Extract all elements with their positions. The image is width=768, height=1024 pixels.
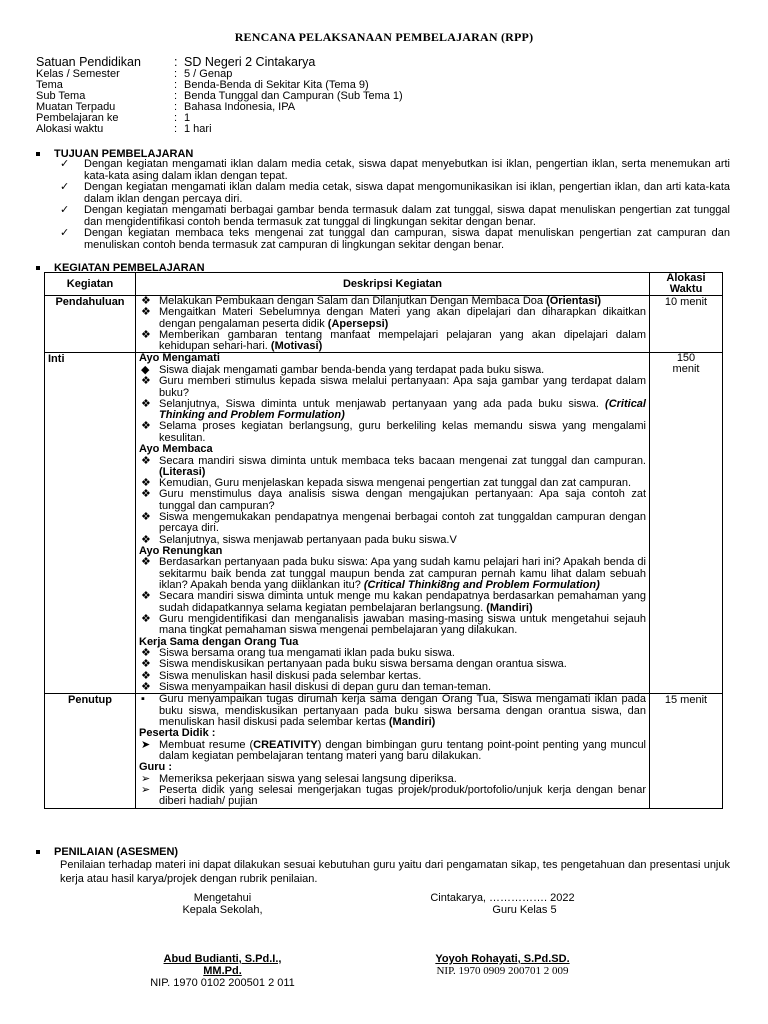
kegiatan-table [44,272,723,809]
diamond-bullet-icon: ❖ [141,669,151,682]
list-item: ❖ Secara mandiri siswa diminta untuk menge mu kakan pendapatnya berdasarkan pemahaman yang sudah didapatkannya selama kegiatan pembelajaran berlangsung. (Mandiri) [141,590,646,614]
arrow-bullet-icon: ➢ [141,772,151,785]
diamond-bullet-icon: ❖ [141,488,151,501]
diamond-bullet-icon: ◆ [141,363,150,376]
header-kegiatan: Kegiatan [45,273,136,296]
table-row-inti [45,353,723,694]
penilaian-text: Penilaian terhadap materi ini dapat dilakukan sesuai kebutuhan guru yaitu dari pengamatan sikap, tes pengetahuan dan presentasi unjuk kerja atau hasil karya/projek dengan rubrik penilaian. [60,859,730,885]
arrow-bullet-icon: ➢ [141,783,151,796]
table-row-pendahuluan [45,296,723,353]
diamond-bullet-icon: ❖ [141,295,151,307]
square-bullet-icon: ▪ [141,693,145,706]
section-heading-tujuan: TUJUAN PEMBELAJARAN [36,148,193,160]
signer-name: Abud Budianti, S.Pd.I., MM.Pd. [163,953,282,977]
list-item: ➤ Membuat resume (CREATIVITY) dengan bimbingan guru tentang point-point penting yang muncul dalam kegiatan pembelajaran tentang materi yang baru dilakukan. [141,738,647,762]
diamond-bullet-icon: ❖ [141,306,151,319]
phase-time: 10 menit [650,296,723,353]
diamond-bullet-icon: ❖ [141,477,151,490]
section-heading-kegiatan: KEGIATAN PEMBELAJARAN [36,262,205,274]
diamond-bullet-icon: ❖ [141,658,151,671]
list-item: ✓ Dengan kegiatan mengamati iklan dalam media cetak, siswa dapat mengomunikasikan isi iklan, pengertian iklan, dan arti kata-kata dalam iklan dengan percaya diri. [60,181,730,205]
diamond-bullet-icon: ❖ [141,590,151,603]
list-item: ❖ Berdasarkan pertanyaan pada buku siswa: Apa yang sudah kamu pelajari hari ini? Apakah benda di sekitarmu baik benda zat tunggal maupun benda zat campuran pernah kamu lihat dalam sebuah iklan? Apakah benda yang diiklankan itu? (Critical Thinki8ng and Problem Formulation) [141,556,646,592]
header-deskripsi: Deskripsi Kegiatan [136,273,650,296]
list-item: ✓ Dengan kegiatan membaca teks mengenai zat tunggal dan campuran, siswa dapat menuliskan pengertian zat campuran dan menuliskan contoh benda termasuk zat campuran di lingkungan sekitar dengan benar. [60,227,730,251]
diamond-bullet-icon: ❖ [141,612,151,625]
list-item: ➢ Memeriksa pekerjaan siswa yang selesai langsung diperiksa. [141,772,457,785]
bullet-icon [36,152,40,156]
diamond-bullet-icon: ❖ [141,647,151,660]
list-item: ❖ Guru memberi stimulus kepada siswa melalui pertanyaan: Apa saja gambar yang terdapat dalam buku? [141,375,646,399]
bullet-icon [36,266,40,270]
list-item: ❖ Guru mengidentifikasi dan menganalisis jawaban masing-masing siswa untuk mengetahui sejauh mana tingkat pemahaman siswa mengenai pembelajaran yang dilakukan. [141,612,646,637]
list-item: ➢ Peserta didik yang selesai mengerjakan tugas projek/produk/portofolio/unjuk kerja dengan benar diberi hadiah/ pujian [141,783,646,808]
table-row-penutup [45,694,723,808]
tujuan-list [60,159,730,251]
list-item: ▪ Guru menyampaikan tugas dirumah kerja sama dengan Orang Tua, Siswa mengamati iklan pada buku siswa, mendiskusikan pertanyaan pada buku siswa bersama dengan orantua siswa, dan menuliskan hasil diskusi pada selembar kertas (Mandiri) [141,693,646,728]
check-icon: ✓ [60,158,70,170]
subheading-kerja-sama: Kerja Sama dengan Orang Tua [139,635,299,648]
info-row: Muatan Terpadu : Bahasa Indonesia, IPA [36,101,296,113]
signer-name: Yoyoh Rohayati, S.Pd.SD. [435,953,570,965]
list-item: ✓ Dengan kegiatan mengamati berbagai gambar benda termasuk dalam zat tunggal, siswa dapat menuliskan pengertian zat tunggal dan mengidentifikasi contoh benda termasuk zat tunggal di lingkungan sekitar dengan benar. [60,204,730,228]
list-item: ❖ Siswa menuliskan hasil diskusi pada selembar kertas. [141,669,422,682]
check-icon: ✓ [60,204,70,216]
diamond-bullet-icon: ❖ [141,397,151,410]
signer-nip: NIP. 1970 0102 200501 2 011 [150,977,295,989]
arrow-bullet-icon: ➤ [141,738,151,751]
list-item: ❖ Kemudian, Guru menjelaskan kepada siswa mengenai pengertian zat tunggal dan zat campuran. [141,477,632,490]
diamond-bullet-icon: ❖ [141,511,151,524]
check-icon: ✓ [60,181,70,193]
info-row: Satuan Pendidikan : SD Negeri 2 Cintakarya [36,55,316,69]
signature-left: Mengetahui Kepala Sekolah, Abud Budianti, S.Pd.I., MM.Pd. NIP. 1970 0102 200501 2 011 [150,892,295,989]
diamond-bullet-icon: ❖ [141,680,151,693]
diamond-bullet-icon: ❖ [141,556,151,569]
list-item: ❖ Siswa menyampaikan hasil diskusi di depan guru dan teman-teman. [141,680,492,693]
list-item: ◆ Siswa diajak mengamati gambar benda-benda yang terdapat pada buku siswa. [141,363,545,376]
phase-name: Pendahuluan [45,296,136,353]
list-item: ❖ Guru menstimulus daya analisis siswa dengan mengajukan pertanyaan: Apa saja contoh zat tunggal dan campuran? [141,488,646,512]
list-item: ❖ Memberikan gambaran tentang manfaat mempelajari pelajaran yang akan dipelajari dalam kehidupan sehari-hari. (Motivasi) [141,328,646,353]
diamond-bullet-icon: ❖ [141,328,151,341]
subheading-ayo-membaca: Ayo Membaca [139,443,213,456]
signature-right: Cintakarya, ……………. 2022 Guru Kelas 5 Yoyoh Rohayati, S.Pd.SD. NIP. 1970 0909 200701 2 009 [420,892,585,977]
check-icon: ✓ [60,227,70,239]
list-item: ❖ Siswa mendiskusikan pertanyaan pada buku siswa bersama dengan orantua siswa. [141,658,567,671]
bullet-icon [36,850,40,854]
table-header-row [45,273,723,296]
diamond-bullet-icon: ❖ [141,533,151,546]
subheading-guru: Guru : [139,761,172,774]
phase-name: Penutup [45,694,136,808]
list-item: ❖ Mengaitkan Materi Sebelumnya dengan Materi yang akan dipelajari dan diharapkan dikaitkan dengan pengalaman peserta didik (Apersepsi) [141,306,646,330]
list-item: ✓ Dengan kegiatan mengamati iklan dalam media cetak, siswa dapat menyebutkan isi iklan, pengertian iklan, serta menemukan arti kata-kata asing dalam iklan dengan tepat. [60,158,730,182]
list-item: ❖ Siswa mengemukakan pendapatnya mengenai berbagai contoh zat tunggaldan campuran dengan percaya diri. [141,511,646,535]
diamond-bullet-icon: ❖ [141,375,151,388]
info-row: Alokasi waktu : 1 hari [36,123,212,135]
list-item: ❖ Selama proses kegiatan berlangsung, guru berkeliling kelas memandu siswa yang mengalami kesulitan. [141,420,646,444]
phase-time: 15 menit [650,694,723,808]
phase-time: 150 menit [650,353,723,694]
list-item: ❖ Melakukan Pembukaan dengan Salam dan Dilanjutkan Dengan Membaca Doa (Orientasi) [141,295,602,307]
info-row: Pembelajaran ke : 1 [36,112,191,124]
info-row: Kelas / Semester : 5 / Genap [36,68,233,80]
list-item: ❖ Secara mandiri siswa diminta untuk membaca teks bacaan mengenai zat tunggal dan campuran.(Literasi) [141,454,646,478]
section-heading-penilaian: PENILAIAN (ASESMEN) [36,846,178,858]
info-row: Sub Tema : Benda Tunggal dan Campuran (Sub Tema 1) [36,90,403,102]
phase-name: Inti [45,353,136,694]
header-alokasi: Alokasi Waktu [650,273,723,296]
phase-description [136,296,650,353]
phase-description [136,353,650,694]
subheading-peserta-didik: Peserta Didik : [139,727,216,740]
document-title: RENCANA PELAKSANAAN PEMBELAJARAN (RPP) [234,30,534,44]
list-item: ❖ Selanjutnya, siswa menjawab pertanyaan pada buku siswa.V [141,533,457,546]
list-item: ❖ Selanjutnya, Siswa diminta untuk menjawab pertanyaan yang ada pada buku siswa. (Critical Thinking and Problem Formulation) [141,397,646,422]
phase-description [136,694,650,808]
signer-nip: NIP. 1970 0909 200701 2 009 [436,965,569,977]
diamond-bullet-icon: ❖ [141,454,151,467]
diamond-bullet-icon: ❖ [141,420,151,433]
subheading-ayo-renungkan: Ayo Renungkan [139,544,223,557]
info-row: Tema : Benda-Benda di Sekitar Kita (Tema 9) [36,79,369,91]
subheading-ayo-mengamati: Ayo Mengamati [139,352,220,365]
identity-block [36,55,403,135]
list-item: ❖ Siswa bersama orang tua mengamati iklan pada buku siswa. [141,647,455,660]
